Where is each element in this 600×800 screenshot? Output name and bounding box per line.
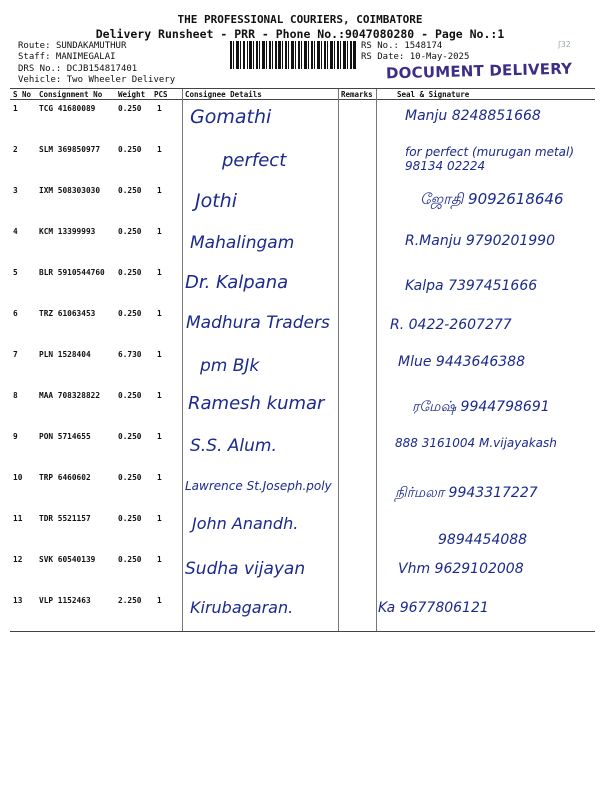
row-consignment: SVK 60540139 bbox=[39, 555, 96, 564]
signature-handwriting: R.Manju 9790201990 bbox=[405, 233, 555, 249]
document-title: THE PROFESSIONAL COURIERS, COIMBATORE bbox=[177, 13, 423, 26]
row-consignment: TDR 5521157 bbox=[39, 514, 91, 523]
row-sno: 9 bbox=[13, 432, 18, 441]
row-consignment: PON 5714655 bbox=[39, 432, 91, 441]
row-sno: 4 bbox=[13, 227, 18, 236]
row-weight: 0.250 bbox=[118, 555, 142, 564]
table-row bbox=[0, 592, 600, 633]
row-weight: 0.250 bbox=[118, 432, 142, 441]
consignee-handwriting: Jothi bbox=[195, 190, 237, 212]
row-sno: 11 bbox=[13, 514, 23, 523]
row-pcs: 1 bbox=[157, 104, 162, 113]
table-row bbox=[0, 469, 600, 510]
row-sno: 3 bbox=[13, 186, 18, 195]
row-sno: 13 bbox=[13, 596, 23, 605]
row-pcs: 1 bbox=[157, 514, 162, 523]
column-header-remarks: Remarks bbox=[341, 90, 373, 99]
route-line bbox=[18, 41, 126, 51]
row-weight: 0.250 bbox=[118, 391, 142, 400]
document-delivery-stamp: DOCUMENT DELIVERY bbox=[385, 59, 573, 83]
row-pcs: 1 bbox=[157, 473, 162, 482]
table-row bbox=[0, 428, 600, 469]
corner-note: ʃ32 bbox=[558, 40, 571, 49]
row-sno: 10 bbox=[13, 473, 23, 482]
column-header-seal-signature: Seal & Signature bbox=[397, 90, 470, 99]
barcode bbox=[230, 41, 356, 69]
row-consignment: TRP 6460602 bbox=[39, 473, 91, 482]
row-consignment: MAA 708328822 bbox=[39, 391, 101, 400]
consignee-handwriting: Ramesh kumar bbox=[188, 393, 325, 414]
row-consignment: BLR 5910544760 bbox=[39, 268, 105, 277]
row-pcs: 1 bbox=[157, 268, 162, 277]
signature-handwriting: Kalpa 7397451666 bbox=[405, 278, 538, 294]
drs-number: DRS No.: DCJB154817401 bbox=[18, 64, 138, 74]
rs-date: RS Date: 10-May-2025 bbox=[361, 52, 470, 62]
table-row bbox=[0, 551, 600, 592]
row-sno: 5 bbox=[13, 268, 18, 277]
staff-line: Staff: MANIMEGALAI bbox=[18, 52, 116, 62]
row-sno: 7 bbox=[13, 350, 18, 359]
column-header-pcs: PCS bbox=[154, 90, 168, 99]
consignee-handwriting: Dr. Kalpana bbox=[185, 272, 289, 293]
row-consignment: TRZ 61063453 bbox=[39, 309, 96, 318]
row-pcs: 1 bbox=[157, 555, 162, 564]
row-weight: 6.730 bbox=[118, 350, 142, 359]
table-top-rule bbox=[10, 88, 595, 89]
row-consignment: KCM 13399993 bbox=[39, 227, 96, 236]
table-row bbox=[0, 305, 600, 346]
consignee-handwriting: S.S. Alum. bbox=[190, 436, 277, 456]
signature-handwriting: for perfect (murugan metal) 98134 02224 bbox=[405, 145, 575, 173]
signature-handwriting: ஜோதி 9092618646 bbox=[420, 190, 564, 208]
row-weight: 0.250 bbox=[118, 268, 142, 277]
signature-handwriting: Vhm 9629102008 bbox=[398, 561, 524, 577]
column-header-consignee: Consignee Details bbox=[185, 90, 262, 99]
table-row bbox=[0, 100, 600, 141]
signature-handwriting: நிர்மலா 9943317227 bbox=[395, 485, 538, 501]
table-row bbox=[0, 387, 600, 428]
row-consignment: TCG 41680089 bbox=[39, 104, 96, 113]
row-weight: 0.250 bbox=[118, 227, 142, 236]
table-row bbox=[0, 223, 600, 264]
row-pcs: 1 bbox=[157, 186, 162, 195]
row-pcs: 1 bbox=[157, 227, 162, 236]
table-row bbox=[0, 510, 600, 551]
row-weight: 0.250 bbox=[118, 309, 142, 318]
row-weight: 0.250 bbox=[118, 473, 142, 482]
row-consignment: VLP 1152463 bbox=[39, 596, 91, 605]
row-sno: 1 bbox=[13, 104, 18, 113]
row-pcs: 1 bbox=[157, 391, 162, 400]
table-row bbox=[0, 141, 600, 182]
row-pcs: 1 bbox=[157, 432, 162, 441]
signature-handwriting: 888 3161004 M.vijayakash bbox=[395, 436, 557, 450]
row-weight: 0.250 bbox=[118, 145, 142, 154]
row-weight: 0.250 bbox=[118, 514, 142, 523]
signature-handwriting: ரமேஷ் 9944798691 bbox=[412, 399, 550, 415]
consignee-handwriting: Kirubagaran. bbox=[190, 598, 294, 617]
row-consignment: PLN 1528404 bbox=[39, 350, 91, 359]
consignee-handwriting: Sudha vijayan bbox=[185, 559, 306, 579]
vehicle-line: Vehicle: Two Wheeler Delivery bbox=[18, 75, 176, 85]
route-label: Route: bbox=[18, 41, 51, 51]
consignee-handwriting: perfect bbox=[222, 150, 287, 171]
row-consignment: IXM 508303030 bbox=[39, 186, 101, 195]
consignee-handwriting: Mahalingam bbox=[190, 233, 295, 253]
row-weight: 0.250 bbox=[118, 104, 142, 113]
row-consignment: SLM 369850977 bbox=[39, 145, 101, 154]
table-row bbox=[0, 346, 600, 387]
row-pcs: 1 bbox=[157, 309, 162, 318]
row-sno: 12 bbox=[13, 555, 23, 564]
consignee-handwriting: Madhura Traders bbox=[186, 313, 330, 333]
consignee-handwriting: pm BJk bbox=[200, 356, 260, 376]
row-pcs: 1 bbox=[157, 350, 162, 359]
table-row bbox=[0, 264, 600, 305]
signature-handwriting: Manju 8248851668 bbox=[405, 108, 541, 124]
row-sno: 6 bbox=[13, 309, 18, 318]
row-pcs: 1 bbox=[157, 596, 162, 605]
column-header-consignment: Consignment No bbox=[39, 90, 103, 99]
signature-handwriting: R. 0422-2607277 bbox=[390, 317, 512, 333]
signature-handwriting: Ka 9677806121 bbox=[378, 600, 489, 616]
route-value: SUNDAKAMUTHUR bbox=[55, 41, 127, 51]
table-row bbox=[0, 182, 600, 223]
row-sno: 8 bbox=[13, 391, 18, 400]
consignee-handwriting: Gomathi bbox=[190, 106, 272, 128]
rs-number: RS No.: 1548174 bbox=[361, 41, 443, 51]
signature-handwriting: 9894454088 bbox=[438, 532, 528, 548]
consignee-handwriting: John Anandh. bbox=[192, 514, 299, 533]
row-pcs: 1 bbox=[157, 145, 162, 154]
row-weight: 2.250 bbox=[118, 596, 142, 605]
column-header-sno: S No bbox=[13, 90, 32, 99]
row-sno: 2 bbox=[13, 145, 18, 154]
signature-handwriting: Mlue 9443646388 bbox=[398, 354, 525, 370]
consignee-handwriting: Lawrence St.Joseph.poly bbox=[185, 479, 332, 493]
runsheet-subtitle: Delivery Runsheet - PRR - Phone No.:9047080280 - Page No.:1 bbox=[95, 27, 505, 41]
row-weight: 0.250 bbox=[118, 186, 142, 195]
column-header-weight: Weight bbox=[118, 90, 146, 99]
